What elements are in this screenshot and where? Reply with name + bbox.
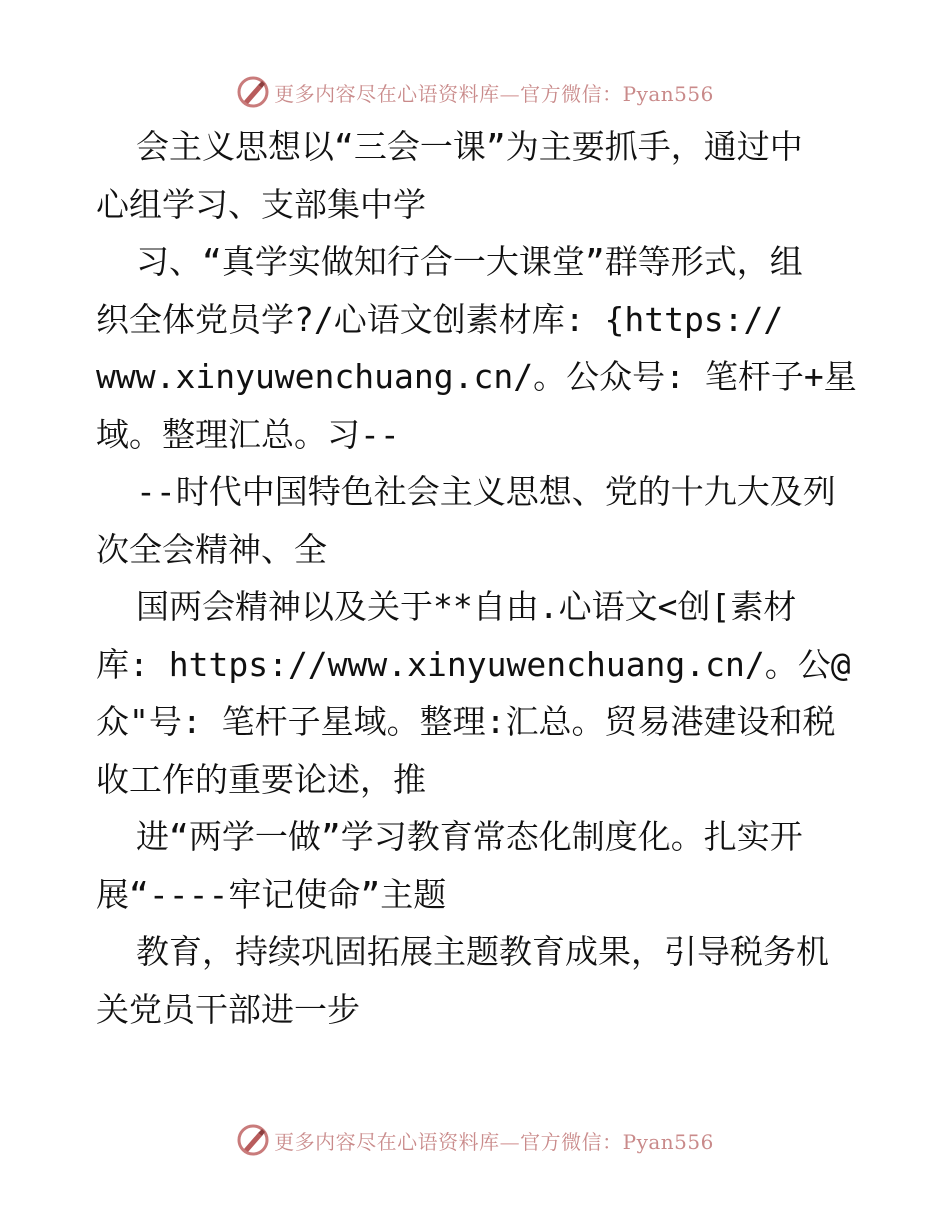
text-line: 域。整理汇总。习-- (96, 414, 400, 454)
text-line: 习、“真学实做知行合一大课堂”群等形式，组 (136, 242, 803, 281)
watermark-text: 更多内容尽在心语资料库—官方微信：Pyan556 (274, 1129, 714, 1154)
text-line: 织全体党员学?/心语文创素材库: {https:// (96, 299, 784, 339)
text-line: 关党员干部进一步 (96, 989, 360, 1029)
watermark-text: 更多内容尽在心语资料库—官方微信：Pyan556 (274, 81, 714, 106)
text-line: 会主义思想以“三会一课”为主要抓手，通过中 (136, 127, 803, 166)
text-line: 国两会精神以及关于**自由.心语文<创[素材 (136, 587, 797, 626)
paragraph (96, 118, 866, 233)
text-line: 收工作的重要论述，推 (96, 759, 426, 799)
pen-logo-icon (236, 75, 270, 109)
text-line: www.xinyuwenchuang.cn/。公众号: 笔杆子+星 (96, 357, 857, 396)
text-line: 众"号: 笔杆子星域。整理:汇总。贸易港建设和税 (96, 702, 836, 741)
footer-watermark (0, 1120, 950, 1160)
text-line: 展“----牢记使命”主题 (96, 874, 447, 914)
paragraph (96, 808, 866, 923)
document-body (96, 118, 866, 1038)
text-line: 教育，持续巩固拓展主题教育成果，引导税务机 (136, 932, 829, 971)
paragraph (96, 233, 866, 463)
paragraph (96, 463, 866, 578)
text-line: 心组学习、支部集中学 (96, 184, 426, 224)
text-line: 进“两学一做”学习教育常态化制度化。扎实开 (136, 817, 803, 856)
pen-logo-icon (236, 1123, 270, 1157)
text-line: 次全会精神、全 (96, 529, 327, 569)
paragraph (96, 578, 866, 808)
header-watermark (0, 72, 950, 112)
text-line: --时代中国特色社会主义思想、党的十九大及列 (136, 472, 836, 511)
text-line: 库: https://www.xinyuwenchuang.cn/。公@ (96, 644, 851, 684)
paragraph (96, 923, 866, 1038)
